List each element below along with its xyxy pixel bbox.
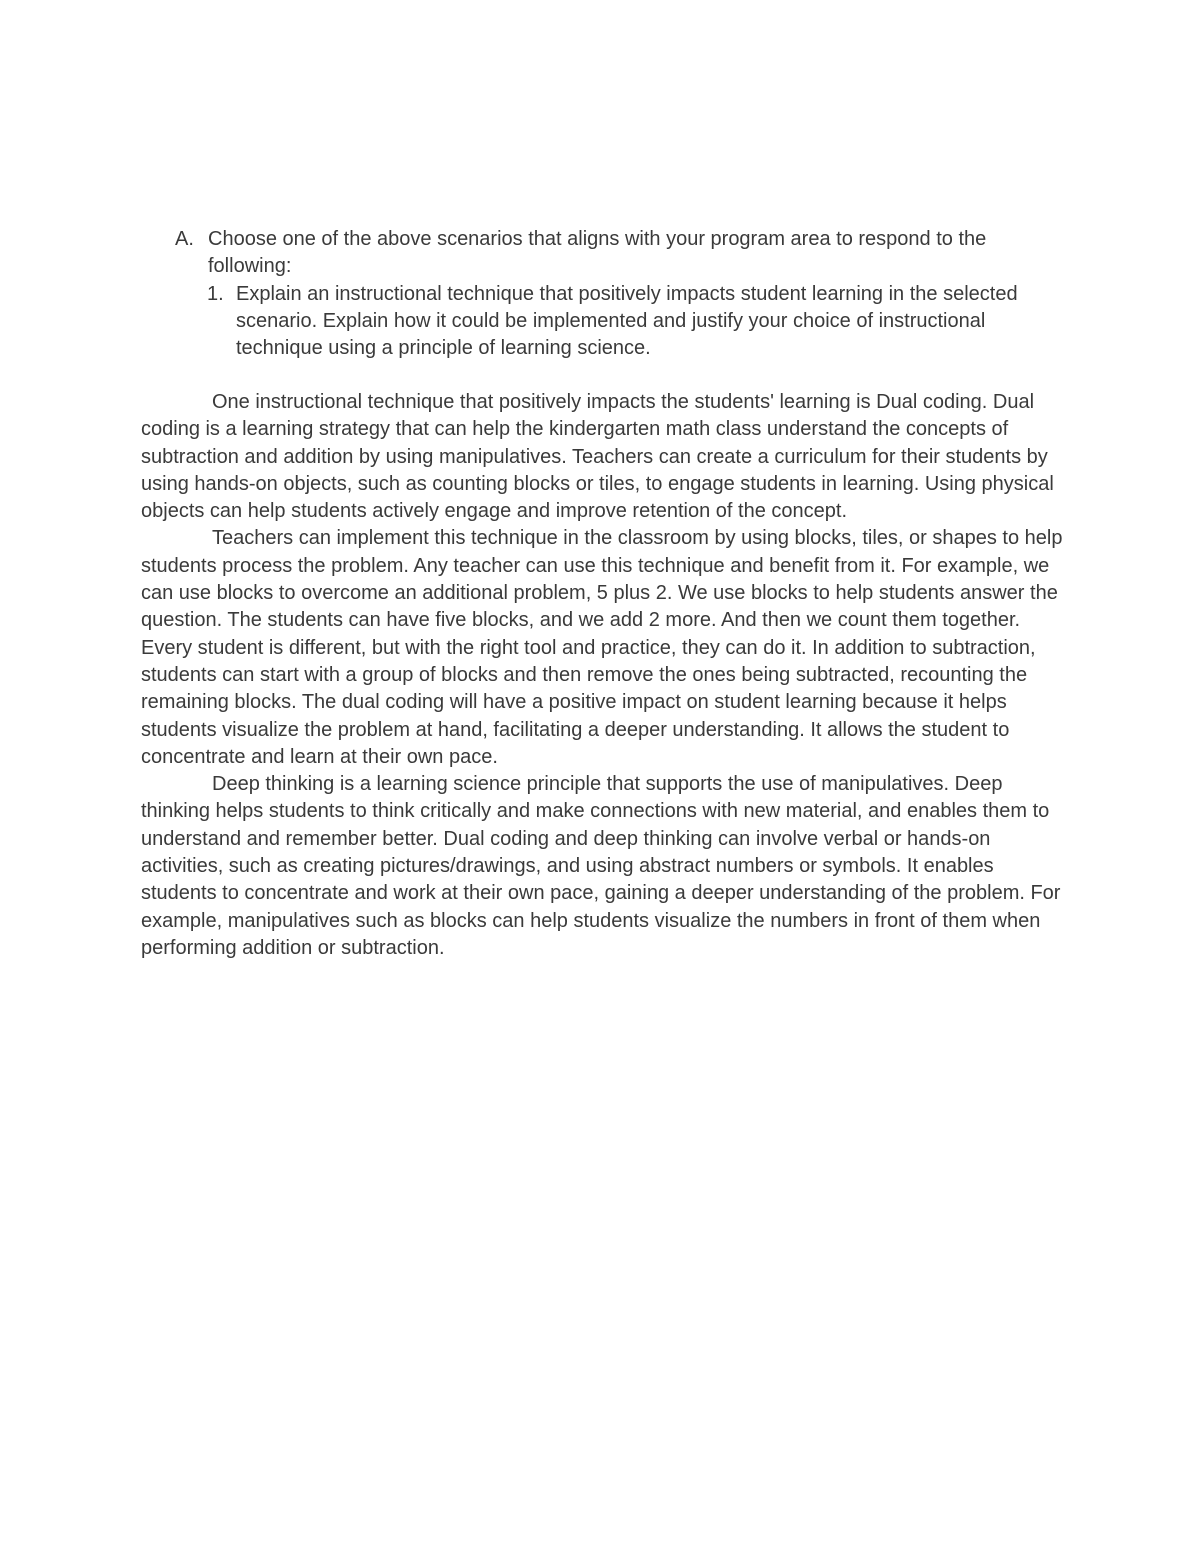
answer-paragraph: Deep thinking is a learning science principle that supports the use of manipulatives. Deep thinking helps students to think critically and make connections with new material, and enables them to understand and remember better. Dual coding and deep thinking can involve verbal or hands-on activities, such as creating pictures/drawings, and using abstract numbers or symbols. It enables students to concentrate and work at their own pace, gaining a deeper understanding of the problem. For example, manipulatives such as blocks can help students visualize the numbers in front of them when performing addition or subtraction. xyxy=(141,773,1061,959)
answer-paragraph: One instructional technique that positively impacts the students' learning is Dual coding. Dual coding is a learning strategy that can help the kindergarten math class understand the concepts of subtraction and addition by using manipulatives. Teachers can create a curriculum for their students by using hands-on objects, such as counting blocks or tiles, to engage students in learning. Using physical objects can help students actively engage and improve retention of the concept. xyxy=(141,391,1054,523)
sub-question-marker: 1. xyxy=(207,282,224,305)
question-block xyxy=(175,226,1055,362)
answer-block xyxy=(141,389,1066,962)
question-marker: A. xyxy=(175,228,194,250)
sub-question-text: Explain an instructional technique that positively impacts student learning in the selected scenario. Explain how it could be implemented and justify your choice of instructional technique using a principle of learning science. xyxy=(236,282,1018,360)
question-text: Choose one of the above scenarios that aligns with your program area to respond to the following: xyxy=(208,228,987,278)
question-item xyxy=(175,226,1055,281)
answer-paragraph: Teachers can implement this technique in the classroom by using blocks, tiles, or shapes to help students process the problem. Any teacher can use this technique and benefit from it. For example, we can use blocks to overcome an additional problem, 5 plus 2. We use blocks to help students answer the question. The students can have five blocks, and we add 2 more. And then we count them together. Every student is different, but with the right tool and practice, they can do it. In addition to subtraction, students can start with a group of blocks and then remove the ones being subtracted, recounting the remaining blocks. The dual coding will have a positive impact on student learning because it helps students visualize the problem at hand, facilitating a deeper understanding. It allows the student to concentrate and learn at their own pace. xyxy=(141,527,1063,768)
sub-question-item xyxy=(207,281,1055,363)
